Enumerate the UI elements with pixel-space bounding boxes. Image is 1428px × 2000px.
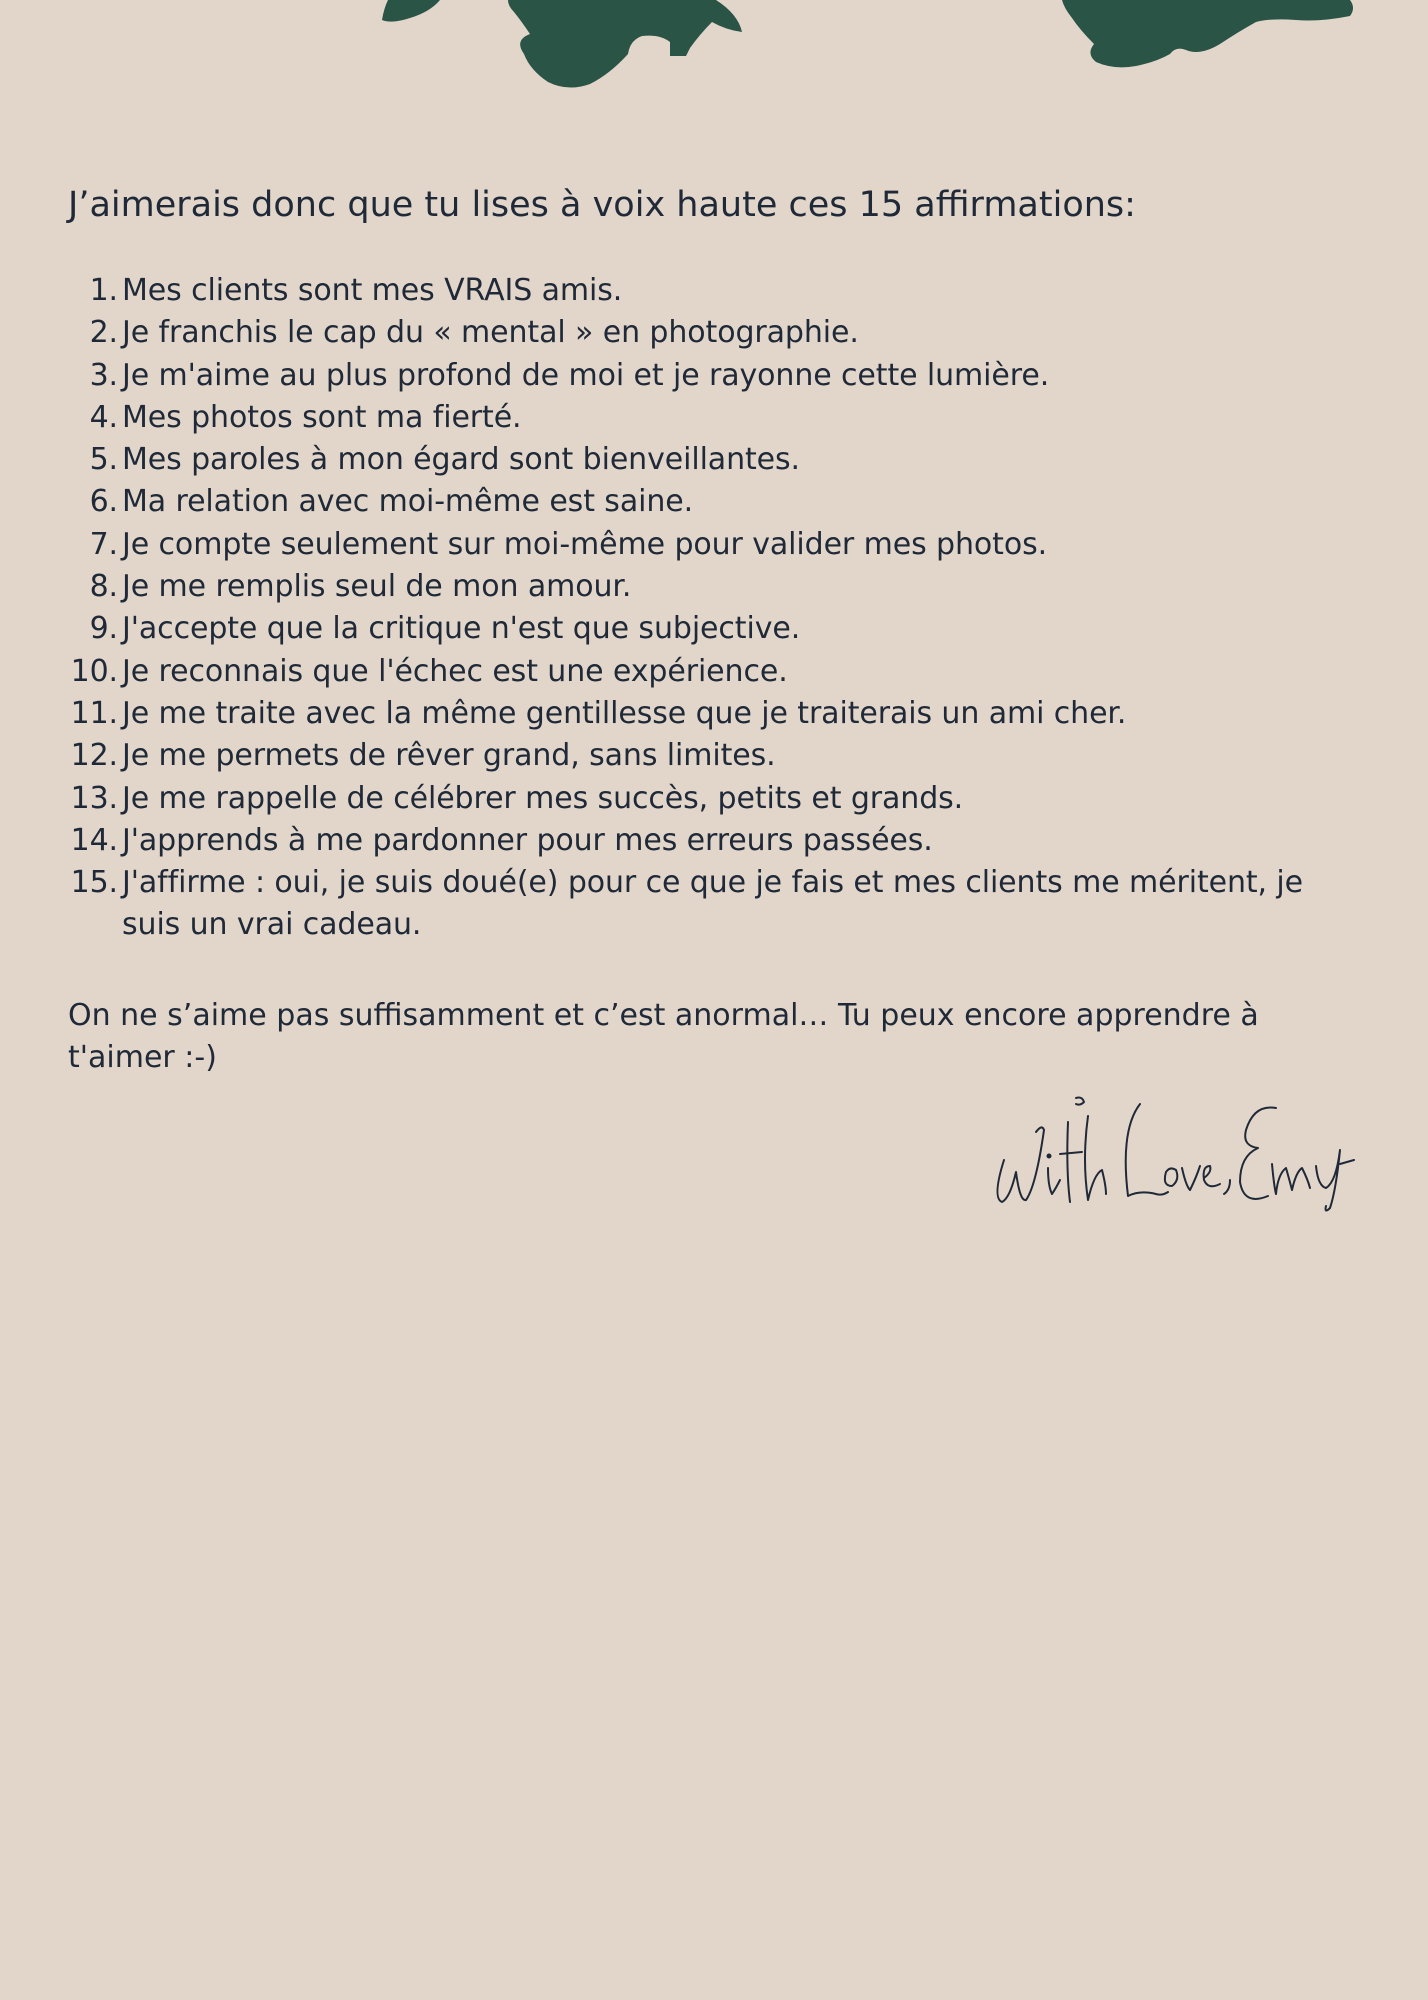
item-text: J'accepte que la critique n'est que subjective. [122,611,801,647]
list-item [0,608,1428,650]
item-text: Mes photos sont ma fierté. [122,399,522,435]
leaf-shape-left-small [382,0,440,22]
list-item [0,355,1428,397]
item-text: Je me rappelle de célébrer mes succès, petits et grands. [122,780,964,816]
list-item [0,439,1428,481]
item-text: Je compte seulement sur moi-même pour valider mes photos. [122,526,1048,562]
intro-heading: J’aimerais donc que tu lises à voix haute ces 15 affirmations: [68,185,1136,225]
item-number: 15. [70,865,118,901]
item-number: 8. [89,569,118,605]
item-number: 6. [89,484,118,520]
item-number: 2. [89,315,118,351]
item-text: Je me traite avec la même gentillesse que je traiterais un ami cher. [122,695,1127,731]
signature [990,1090,1370,1220]
list-item [0,693,1428,735]
list-item [0,735,1428,777]
closing-paragraph: On ne s’aime pas suffisamment et c’est anormal… Tu peux encore apprendre à t'aimer :-) [68,998,1259,1075]
item-number: 13. [70,780,118,816]
item-number: 14. [70,822,118,858]
item-text: Ma relation avec moi-même est saine. [122,484,694,520]
item-text: J'affirme : oui, je suis doué(e) pour ce que je fais et mes clients me méritent, je suis un vrai cadeau. [122,865,1304,943]
list-item [0,524,1428,566]
list-item [0,566,1428,608]
item-text: J'apprends à me pardonner pour mes erreurs passées. [122,822,933,858]
item-number: 3. [89,357,118,393]
item-number: 9. [89,611,118,647]
item-number: 12. [70,738,118,774]
list-item [0,481,1428,523]
list-item [0,397,1428,439]
item-text: Je reconnais que l'échec est une expérience. [122,653,788,689]
leaf-shape-right [1062,0,1353,67]
list-item [0,651,1428,693]
item-number: 1. [89,273,118,308]
item-text: Je me remplis seul de mon amour. [122,569,632,605]
item-text: Mes paroles à mon égard sont bienveillantes. [122,442,800,478]
affirmations-list [0,270,1428,947]
item-text: Je me permets de rêver grand, sans limites. [122,738,776,774]
list-item [0,778,1428,820]
list-item [0,270,1428,312]
leaf-decoration [0,0,1428,110]
item-number: 11. [70,695,118,731]
list-item [0,820,1428,862]
item-text: Je franchis le cap du « mental » en photographie. [122,315,859,351]
item-number: 5. [89,442,118,478]
item-number: 4. [89,399,118,435]
list-item [0,312,1428,354]
item-text: Je m'aime au plus profond de moi et je rayonne cette lumière. [122,357,1050,393]
item-number: 10. [70,653,118,689]
leaf-shape-left-large [508,0,742,88]
item-text: Mes clients sont mes VRAIS amis. [122,273,623,308]
list-item [0,862,1428,947]
item-number: 7. [89,526,118,562]
